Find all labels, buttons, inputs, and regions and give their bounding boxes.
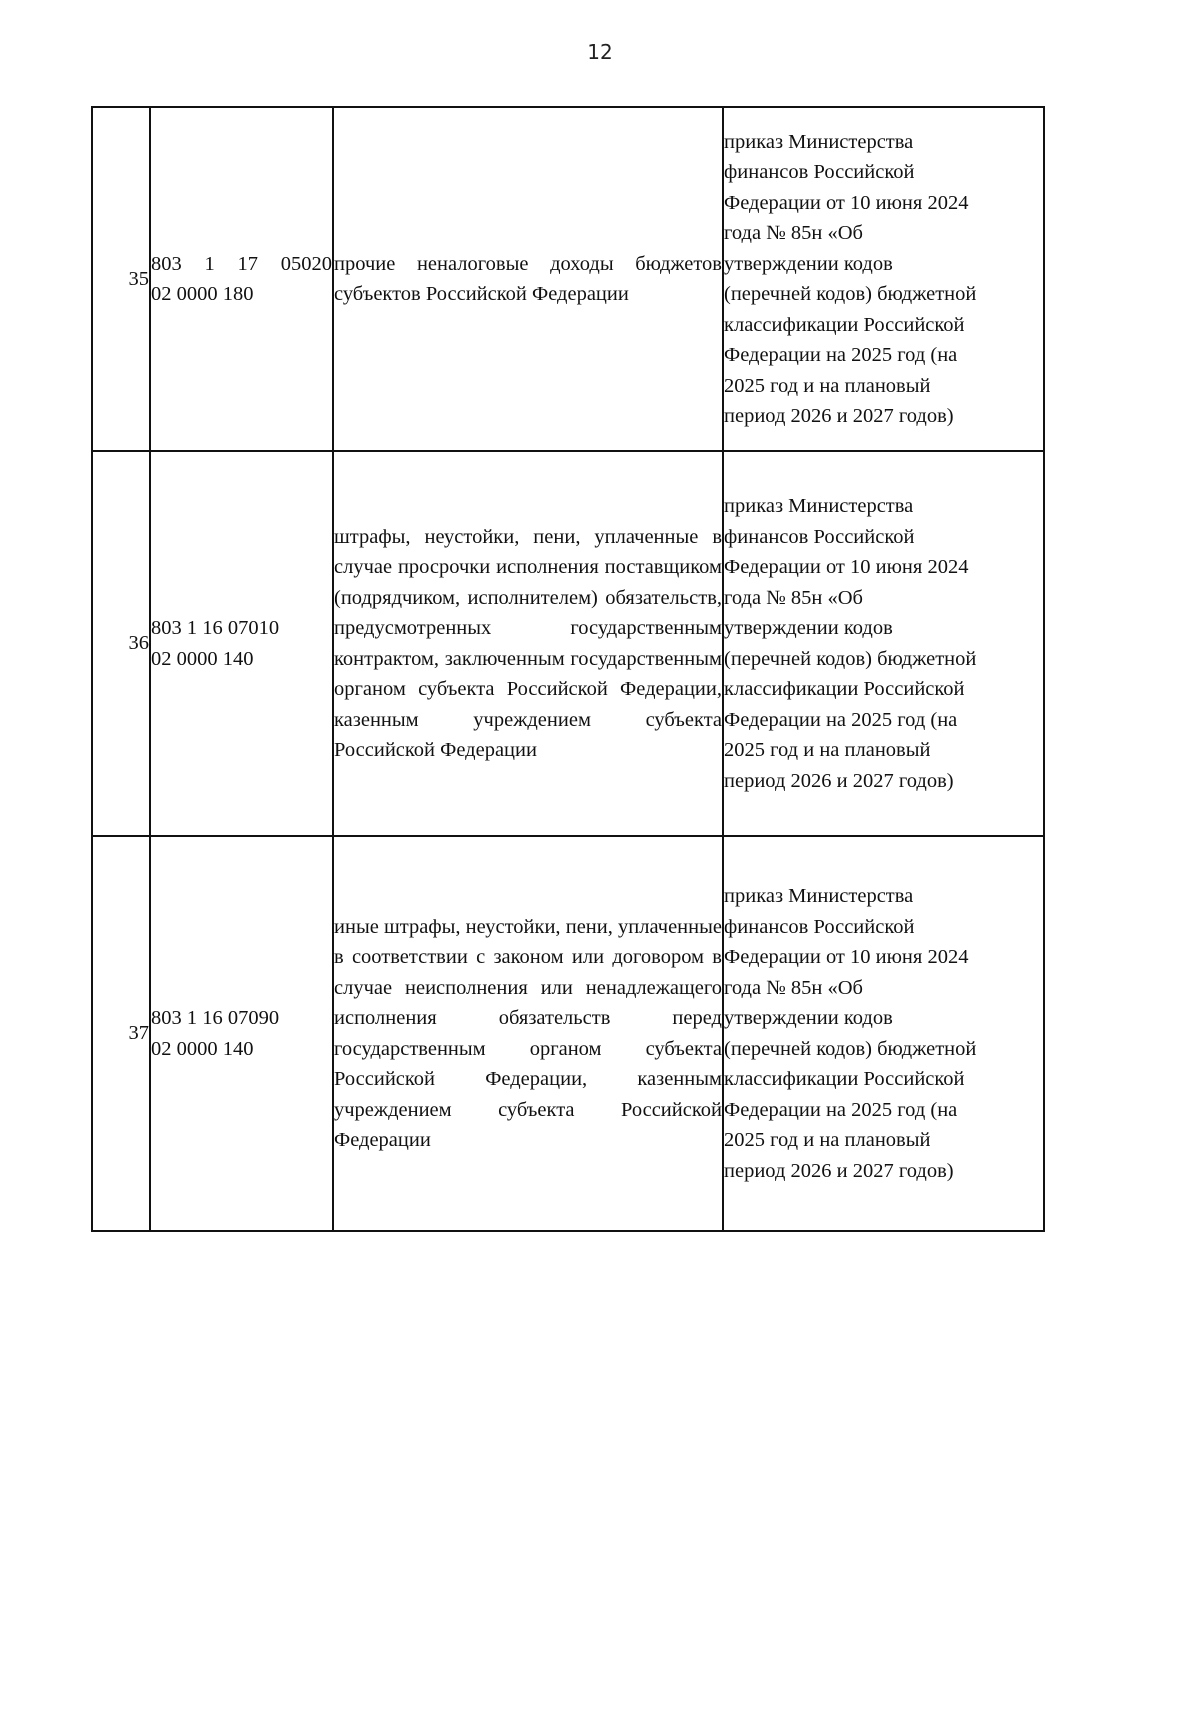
- income-description: прочие неналоговые доходы бюджетов субъектов Российской Федерации: [334, 252, 722, 305]
- legal-basis-line: Федерации на 2025 год (на: [724, 708, 958, 731]
- legal-basis-cell: [723, 107, 1044, 451]
- legal-basis-line: Федерации от 10 июня 2024: [724, 191, 969, 214]
- legal-basis-line: приказ Министерства: [724, 130, 914, 153]
- budget-code-line: 803 1 16 07010: [151, 617, 280, 639]
- legal-basis-cell: [723, 451, 1044, 836]
- legal-basis-line: (перечней кодов) бюджетной: [724, 647, 977, 670]
- legal-basis-line: финансов Российской: [724, 525, 915, 548]
- legal-basis-line: года № 85н «Об: [724, 222, 863, 244]
- legal-basis-line: классификации Российской: [724, 678, 965, 700]
- table-row: [92, 836, 1044, 1231]
- legal-basis-line: период 2026 и 2027 годов): [724, 769, 954, 792]
- legal-basis-line: Федерации от 10 июня 2024: [724, 556, 969, 578]
- budget-code-line: 02 0000 140: [151, 1037, 254, 1060]
- legal-basis-line: классификации Российской: [724, 1068, 965, 1090]
- table-row: [92, 107, 1044, 451]
- legal-basis-line: Федерации на 2025 год (на: [724, 1098, 958, 1121]
- row-number: 36: [92, 451, 150, 836]
- budget-code-line: 803 1 16 07090: [151, 1007, 280, 1029]
- legal-basis-line: финансов Российской: [724, 915, 915, 938]
- budget-code-line: 803 1 17 05020: [151, 252, 332, 275]
- legal-basis-line: утверждении кодов: [724, 617, 893, 639]
- legal-basis-line: Федерации на 2025 год (на: [724, 344, 958, 366]
- budget-code-line: 02 0000 180: [151, 283, 254, 305]
- legal-basis-line: утверждении кодов: [724, 252, 893, 275]
- legal-basis-cell: [723, 836, 1044, 1231]
- budget-codes-table: [91, 106, 1045, 1232]
- legal-basis-line: года № 85н «Об: [724, 976, 863, 999]
- budget-code-cell: [150, 451, 333, 836]
- legal-basis-line: классификации Российской: [724, 313, 965, 336]
- legal-basis-line: период 2026 и 2027 годов): [724, 405, 954, 427]
- table-row: [92, 451, 1044, 836]
- legal-basis-line: финансов Российской: [724, 161, 915, 183]
- row-number: 35: [92, 107, 150, 451]
- legal-basis-line: (перечней кодов) бюджетной: [724, 1037, 977, 1060]
- budget-code-cell: [150, 836, 333, 1231]
- legal-basis-line: 2025 год и на плановый: [724, 1129, 931, 1151]
- legal-basis-line: 2025 год и на плановый: [724, 739, 931, 761]
- income-description-cell: [333, 836, 723, 1231]
- legal-basis-line: Федерации от 10 июня 2024: [724, 946, 969, 968]
- legal-basis-line: приказ Министерства: [724, 495, 914, 517]
- page-number: 12: [587, 40, 613, 64]
- legal-basis-line: (перечней кодов) бюджетной: [724, 283, 977, 305]
- income-description-cell: [333, 107, 723, 451]
- income-description: штрафы, неустойки, пени, уплаченные в случае просрочки исполнения поставщиком (подрядчиком, исполнителем) обязательств, предусмотренных государственным контрактом, заключенным государственным органом субъекта Российской Федерации, казенным учреждением субъекта Российской Федерации: [334, 525, 722, 761]
- income-description-cell: [333, 451, 723, 836]
- budget-code-cell: [150, 107, 333, 451]
- legal-basis-line: года № 85н «Об: [724, 586, 863, 609]
- legal-basis-line: приказ Министерства: [724, 885, 914, 907]
- legal-basis-line: утверждении кодов: [724, 1007, 893, 1029]
- legal-basis-line: 2025 год и на плановый: [724, 374, 931, 397]
- income-description: иные штрафы, неустойки, пени, уплаченные в соответствии с законом или договором в случае неисполнения или ненадлежащего исполнения обязательств перед государственным органом субъекта Российской Федерации, казенным учреждением субъекта Российской Федерации: [334, 915, 722, 1151]
- legal-basis-line: период 2026 и 2027 годов): [724, 1159, 954, 1182]
- budget-code-line: 02 0000 140: [151, 647, 254, 670]
- row-number: 37: [92, 836, 150, 1231]
